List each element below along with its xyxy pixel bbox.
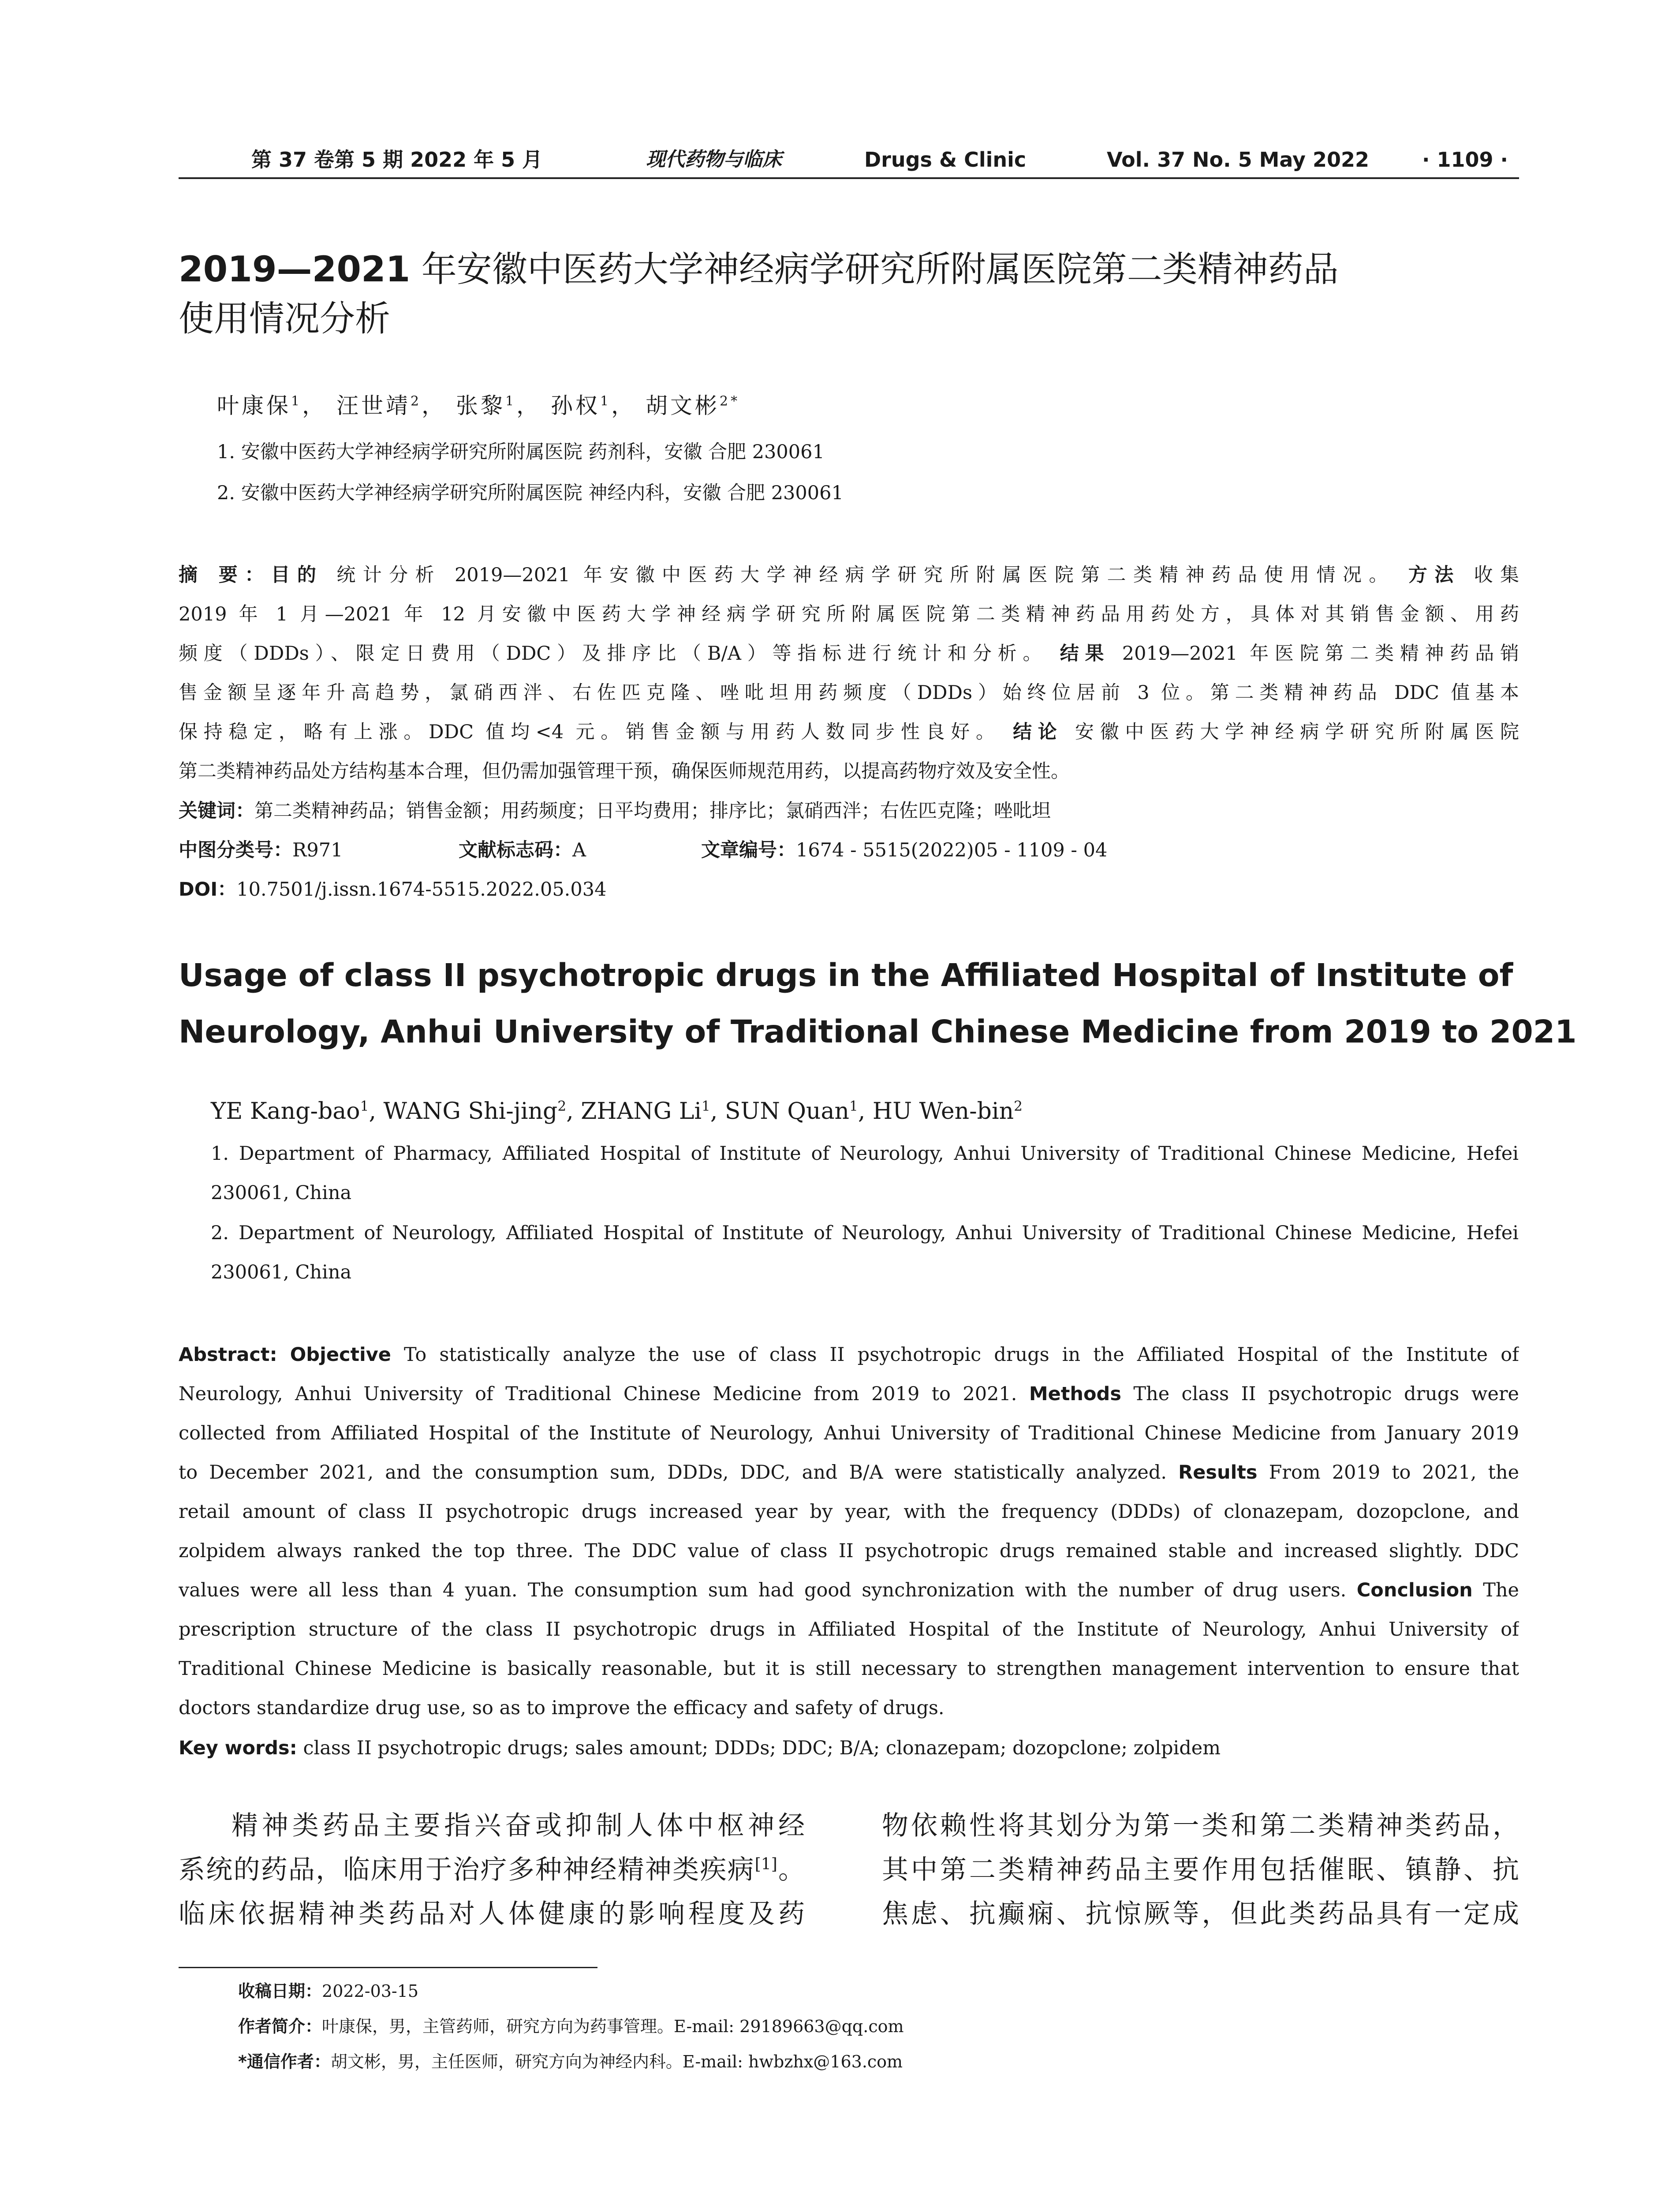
- abstract-cn-label: 摘 要：: [179, 564, 271, 586]
- keywords-cn: [179, 792, 1051, 831]
- affiliation-en-line: [211, 1253, 1519, 1292]
- affiliation-en-text: 2. Department of Neurology, Affiliated Hospital of Institute of Neurology, Anhui University of Traditional Chinese Medicine, Hefei: [211, 1222, 1519, 1244]
- header-page-number: · 1109 ·: [1422, 148, 1508, 172]
- author-sup: 1: [360, 1098, 369, 1114]
- body-left-column: [179, 1804, 805, 1936]
- keywords-cn-label: 关键词：: [179, 800, 254, 822]
- header-issue: 第 37 卷第 5 期 2022 年 5 月: [251, 148, 543, 172]
- author-en: SUN Quan: [724, 1098, 850, 1125]
- abstract-cn-text: 统计分析 2019—2021 年安徽中医药大学神经病学研究所附属医院第二类精神药品使用情况。: [336, 564, 1395, 586]
- abstract-cn-line: [179, 752, 1519, 791]
- clc-label: 中图分类号：: [179, 839, 292, 861]
- body-line: [882, 1804, 1519, 1848]
- footnote-received: [238, 1973, 418, 2009]
- keywords-en-label: Key words:: [179, 1737, 297, 1759]
- abstract-en-text: values were all less than 4 yuan. The consumption sum had good synchronization with the number of drug users.: [179, 1579, 1347, 1601]
- header-journal-cn: 现代药物与临床: [646, 148, 782, 171]
- doc-value: A: [572, 839, 586, 861]
- abstract-cn-line: [179, 713, 1519, 752]
- affiliation-en-text: 1. Department of Pharmacy, Affiliated Hospital of Institute of Neurology, Anhui University of Traditional Chinese Medicine, Hefei: [211, 1143, 1519, 1165]
- art-value: 1674 - 5515(2022)05 - 1109 - 04: [796, 839, 1108, 861]
- author-sup: 1: [849, 1098, 858, 1114]
- abstract-en-text: The class II psychotropic drugs were: [1133, 1383, 1519, 1405]
- abstract-en: [179, 1335, 1519, 1728]
- header-rule: [179, 177, 1519, 179]
- abstract-cn-line: [179, 673, 1519, 713]
- title-en-line2: Neurology, Anhui University of Traditional Chinese Medicine from 2019 to 2021: [179, 1013, 1577, 1050]
- abstract-en-text: The: [1483, 1579, 1519, 1601]
- methods-label-en: Methods: [1029, 1383, 1121, 1405]
- author-cn: 汪世靖: [336, 393, 411, 419]
- author-sup: 2*: [720, 393, 740, 409]
- abstract-en-text: retail amount of class II psychotropic drugs increased year by year, with the frequency (DDDs) of clonazepam, dozopclone, and: [179, 1501, 1519, 1523]
- author-sup: 2: [411, 393, 422, 409]
- author-bio-label: 作者简介：: [238, 2017, 322, 2036]
- results-label-en: Results: [1178, 1461, 1258, 1484]
- author-sup: 1: [291, 393, 302, 409]
- received-date: 2022-03-15: [322, 1981, 419, 2001]
- abstract-en-text: doctors standardize drug use, so as to improve the efficacy and safety of drugs.: [179, 1697, 945, 1719]
- methods-label: 方法: [1408, 564, 1461, 586]
- received-label: 收稿日期：: [238, 1981, 322, 2001]
- abstract-en-text: to December 2021, and the consumption sum, DDDs, DDC, and B/A were statistically analyzed.: [179, 1461, 1167, 1484]
- abstract-cn-text: 安徽中医药大学神经病学研究所附属医院: [1075, 721, 1519, 743]
- title-en-line1: Usage of class II psychotropic drugs in the Affiliated Hospital of Institute of: [179, 957, 1513, 994]
- keywords-en: [179, 1729, 1221, 1768]
- abstract-en-line: [179, 1649, 1519, 1689]
- abstract-en-text: Neurology, Anhui University of Traditional Chinese Medicine from 2019 to 2021.: [179, 1383, 1017, 1405]
- abstract-en-text: collected from Affiliated Hospital of the Institute of Neurology, Anhui University of Traditional Chinese Medicine from January 2019: [179, 1422, 1519, 1444]
- body-line: [882, 1892, 1519, 1936]
- abstract-en-line: [179, 1610, 1519, 1649]
- abstract-en-line: [179, 1414, 1519, 1453]
- abstract-en-line: [179, 1571, 1519, 1610]
- abstract-cn-text: 保持稳定，略有上涨。DDC 值均<4 元。销售金额与用药人数同步性良好。: [179, 721, 1001, 743]
- author-en: ZHANG Li: [581, 1098, 702, 1125]
- abstract-en-line: [179, 1375, 1519, 1414]
- author-sup: 2: [557, 1098, 567, 1114]
- author-sup: 1: [702, 1098, 710, 1114]
- abstract-en-line: [179, 1453, 1519, 1492]
- abstract-cn: [179, 556, 1519, 791]
- abstract-en-text: To statistically analyze the use of class II psychotropic drugs in the Affiliated Hospital of the Institute of: [404, 1344, 1519, 1366]
- abstract-en-line: [179, 1335, 1519, 1375]
- objective-label: 目的: [271, 564, 324, 586]
- abstract-cn-text: 第二类精神药品处方结构基本合理，但仍需加强管理干预，确保医师规范用药，以提高药物疗效及安全性。: [179, 760, 1070, 782]
- document-code: [459, 831, 586, 870]
- body-text: 临床依据精神类药品对人体健康的影响程度及药: [179, 1899, 805, 1929]
- doc-label: 文献标志码：: [459, 839, 572, 861]
- results-label: 结果: [1060, 643, 1110, 665]
- body-text: 焦虑、抗癫痫、抗惊厥等，但此类药品具有一定成: [882, 1899, 1519, 1929]
- doi: [179, 870, 606, 909]
- header-volume: Vol. 37 No. 5 May 2022: [1107, 148, 1370, 172]
- abstract-en-text: Traditional Chinese Medicine is basically reasonable, but it is still necessary to strengthen management intervention to ensure that: [179, 1658, 1519, 1680]
- affiliation-en-line: [211, 1214, 1519, 1253]
- author-cn: 胡文彬: [646, 393, 720, 419]
- body-text: 系统的药品，临床用于治疗多种神经精神类疾病: [179, 1854, 755, 1885]
- body-text: 物依赖性将其划分为第一类和第二类精神类药品，: [882, 1810, 1519, 1841]
- author-sup: 1: [505, 393, 517, 409]
- abstract-cn-line: [179, 556, 1519, 595]
- keywords-en-text: class II psychotropic drugs; sales amount; DDDs; DDC; B/A; clonazepam; dozopclone; zolpidem: [303, 1737, 1221, 1759]
- keywords-cn-text: 第二类精神药品；销售金额；用药频度；日平均费用；排序比；氯硝西泮；右佐匹克隆；唑吡坦: [254, 800, 1051, 822]
- header-journal-en: Drugs & Clinic: [864, 148, 1027, 172]
- affiliation-en-2: [211, 1214, 1519, 1292]
- corr-label: *通信作者：: [238, 2052, 331, 2071]
- affiliation-cn-1: 1. 安徽中医药大学神经病学研究所附属医院 药剂科，安徽 合肥 230061: [217, 441, 825, 463]
- clc-value: R971: [292, 839, 343, 861]
- footnote-rule: [179, 1967, 597, 1968]
- body-text: 其中第二类精神药品主要作用包括催眠、镇静、抗: [882, 1854, 1519, 1885]
- author-sup: 2: [1014, 1098, 1023, 1114]
- author-cn: 张黎: [456, 393, 505, 419]
- body-line: [179, 1848, 805, 1892]
- title-cn-line2: 使用情况分析: [179, 298, 390, 339]
- abstract-cn-text: 频度（DDDs）、限定日费用（DDC）及排序比（B/A）等指标进行统计和分析。: [179, 643, 1048, 665]
- abstract-en-line: [179, 1532, 1519, 1571]
- title-en: [179, 947, 1577, 1060]
- abstract-cn-line: [179, 634, 1519, 673]
- doi-value: 10.7501/j.issn.1674-5515.2022.05.034: [236, 878, 607, 901]
- footnote-author: [238, 2009, 904, 2044]
- abstract-cn-text: 2019 年 1 月—2021 年 12 月安徽中医药大学神经病学研究所附属医院第二类精神药品用药处方，具体对其销售金额、用药: [179, 603, 1519, 625]
- affiliation-en-text: 230061, China: [211, 1261, 352, 1283]
- authors-en: YE Kang-bao$^1$, WANG Shi-jing$^2$, ZHANG Li$^1$, SUN Quan$^1$, HU Wen-bin$^2$: [211, 1098, 1023, 1125]
- abstract-en-text: zolpidem always ranked the top three. The DDC value of class II psychotropic drugs remained stable and increased slightly. DDC: [179, 1540, 1519, 1562]
- footnote-corresponding: [238, 2044, 903, 2079]
- author-cn: 叶康保: [217, 393, 291, 419]
- body-text: 。: [777, 1854, 805, 1885]
- body-line: [882, 1848, 1519, 1892]
- abstract-cn-line: [179, 595, 1519, 634]
- author-cn: 孙权: [551, 393, 600, 419]
- doi-label: DOI：: [179, 878, 237, 901]
- abstract-cn-text: 2019—2021 年医院第二类精神药品销: [1122, 643, 1519, 665]
- abstract-en-line: [179, 1492, 1519, 1532]
- abstract-en-text: prescription structure of the class II psychotropic drugs in Affiliated Hospital of the Institute of Neurology, Anhui University of: [179, 1618, 1519, 1641]
- author-en: WANG Shi-jing: [383, 1098, 558, 1125]
- conclusion-label: 结论: [1013, 721, 1063, 743]
- conclusion-label-en: Conclusion: [1356, 1579, 1473, 1601]
- author-sup: 1: [600, 393, 612, 409]
- corr-text: 胡文彬，男，主任医师，研究方向为神经内科。E-mail: hwbzhx@163.com: [330, 2052, 903, 2071]
- abstract-cn-text: 售金额呈逐年升高趋势，氯硝西泮、右佐匹克隆、唑吡坦用药频度（DDDs）始终位居前 3 位。第二类精神药品 DDC 值基本: [179, 682, 1519, 704]
- affiliation-en-line: [211, 1134, 1519, 1174]
- affiliation-en-text: 230061, China: [211, 1182, 352, 1204]
- objective-label-en: Objective: [290, 1344, 391, 1366]
- author-en: YE Kang-bao: [211, 1098, 360, 1125]
- abstract-en-label: Abstract:: [179, 1344, 277, 1366]
- affiliation-en-line: [211, 1174, 1519, 1213]
- body-line: [179, 1892, 805, 1936]
- body-text: 精神类药品主要指兴奋或抑制人体中枢神经: [231, 1810, 805, 1841]
- title-cn-years: 2019—2021: [179, 249, 411, 290]
- classification: [179, 831, 343, 870]
- affiliation-en-1: [211, 1134, 1519, 1213]
- title-cn-line1: 年安徽中医药大学神经病学研究所附属医院第二类精神药品: [410, 249, 1339, 290]
- body-line: [179, 1804, 805, 1848]
- article-number: [701, 831, 1107, 870]
- body-right-column: [882, 1804, 1519, 1936]
- abstract-cn-text: 收集: [1474, 564, 1519, 586]
- abstract-en-line: [179, 1689, 1519, 1728]
- title-cn: [179, 245, 1519, 344]
- abstract-en-text: From 2019 to 2021, the: [1269, 1461, 1519, 1484]
- author-bio: 叶康保，男，主管药师，研究方向为药事管理。E-mail: 29189663@qq.com: [322, 2017, 904, 2036]
- authors-cn: 叶康保$^1$， 汪世靖$^2$， 张黎$^1$， 孙权$^1$， 胡文彬$^{2*}$: [217, 393, 740, 419]
- author-en: HU Wen-bin: [872, 1098, 1014, 1125]
- citation: [1]: [754, 1855, 777, 1873]
- art-label: 文章编号：: [701, 839, 796, 861]
- affiliation-cn-2: 2. 安徽中医药大学神经病学研究所附属医院 神经内科，安徽 合肥 230061: [217, 482, 844, 504]
